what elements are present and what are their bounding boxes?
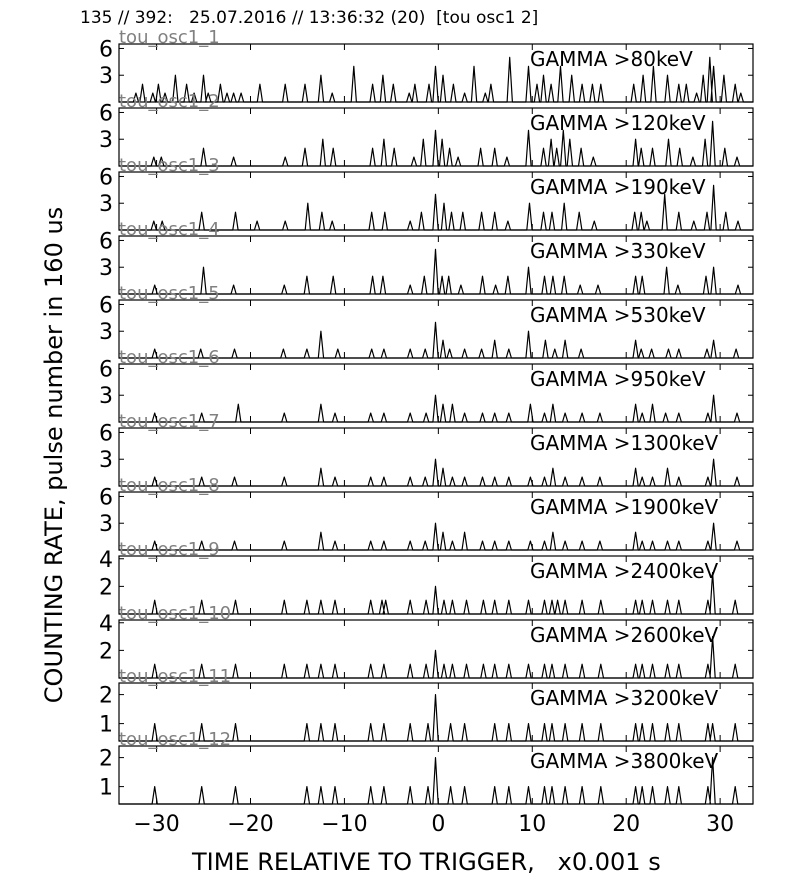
y-axis-label: COUNTING RATE, pulse number in 160 us: [40, 206, 68, 704]
y-tick-label: 3: [99, 512, 113, 538]
energy-label-9: GAMMA >2400keV: [530, 559, 719, 583]
y-tick-label: 2: [99, 683, 113, 709]
x-tick-label: 10: [518, 812, 547, 837]
y-tick-label: 1: [99, 712, 113, 738]
channel-label-3: tou_osc1_3: [119, 155, 220, 176]
x-axis-label: TIME RELATIVE TO TRIGGER, x0.001 s: [192, 848, 661, 876]
y-tick-label: 1: [99, 775, 113, 801]
y-tick-label: 6: [99, 229, 113, 255]
energy-label-10: GAMMA >2600keV: [530, 623, 719, 647]
y-tick-label: 3: [99, 64, 113, 90]
y-tick-label: 3: [99, 128, 113, 154]
energy-label-4: GAMMA >330keV: [530, 239, 706, 263]
channel-label-12: tou_osc1_12: [119, 729, 232, 750]
y-tick-label: 6: [99, 293, 113, 319]
x-tick-label: 0: [431, 812, 446, 837]
y-tick-label: 4: [99, 611, 113, 637]
x-tick-label: 30: [706, 812, 735, 837]
channel-label-11: tou_osc1_11: [119, 666, 232, 687]
channel-label-5: tou_osc1_5: [119, 283, 220, 304]
energy-label-12: GAMMA >3800keV: [530, 749, 719, 773]
channel-label-8: tou_osc1_8: [119, 475, 220, 496]
x-tick-label: 20: [612, 812, 641, 837]
channel-label-7: tou_osc1_7: [119, 411, 220, 432]
channel-label-9: tou_osc1_9: [119, 539, 220, 560]
energy-label-11: GAMMA >3200keV: [530, 686, 719, 710]
x-tick-label: −20: [227, 812, 274, 837]
energy-label-8: GAMMA >1900keV: [530, 495, 719, 519]
y-tick-label: 3: [99, 448, 113, 474]
y-tick-label: 6: [99, 101, 113, 127]
y-tick-label: 6: [99, 421, 113, 447]
channel-label-10: tou_osc1_10: [119, 603, 232, 624]
y-tick-label: 2: [99, 575, 113, 601]
y-tick-label: 3: [99, 256, 113, 282]
channel-label-2: tou_osc1_2: [119, 91, 220, 112]
chart-title: 135 // 392: 25.07.2016 // 13:36:32 (20) [tou osc1 2]: [80, 8, 539, 28]
y-tick-label: 4: [99, 547, 113, 573]
y-tick-label: 2: [99, 746, 113, 772]
y-tick-label: 3: [99, 320, 113, 346]
channel-label-4: tou_osc1_4: [119, 219, 220, 240]
energy-label-2: GAMMA >120keV: [530, 111, 706, 135]
y-tick-label: 6: [99, 165, 113, 191]
y-tick-label: 6: [99, 37, 113, 63]
energy-label-3: GAMMA >190keV: [530, 175, 706, 199]
y-tick-label: 3: [99, 192, 113, 218]
y-tick-label: 6: [99, 357, 113, 383]
channel-label-1: tou_osc1_1: [119, 27, 220, 48]
energy-label-7: GAMMA >1300keV: [530, 431, 719, 455]
energy-label-1: GAMMA >80keV: [530, 47, 693, 71]
y-tick-label: 2: [99, 639, 113, 665]
energy-label-6: GAMMA >950keV: [530, 367, 706, 391]
energy-label-5: GAMMA >530keV: [530, 303, 706, 327]
channel-label-6: tou_osc1_6: [119, 347, 220, 368]
x-tick-label: −10: [321, 812, 368, 837]
y-tick-label: 3: [99, 384, 113, 410]
y-tick-label: 6: [99, 485, 113, 511]
x-tick-label: −30: [133, 812, 180, 837]
